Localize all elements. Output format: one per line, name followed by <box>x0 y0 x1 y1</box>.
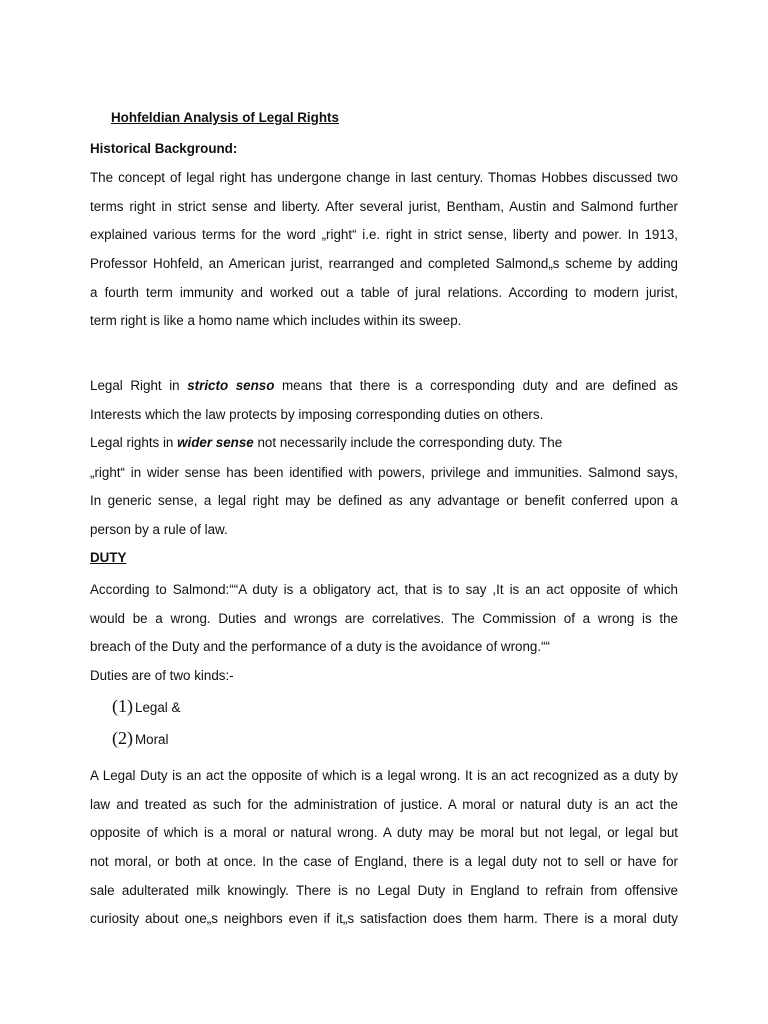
legal-right-text: Legal rights in <box>90 435 178 450</box>
legal-duty-paragraph-line: law and treated as such for the administration of justice. A moral or natural duty is an act the <box>90 797 678 812</box>
duty-heading: DUTY <box>90 550 127 565</box>
duty-paragraph-line: would be a wrong. Duties and wrongs are correlatives. The Commission of a wrong is the <box>90 611 678 626</box>
legal-right-line: „right“ in wider sense has been identified with powers, privilege and immunities. Salmond says, <box>90 465 678 480</box>
historical-paragraph-line: The concept of legal right has undergone change in last century. Thomas Hobbes discussed two <box>90 170 678 185</box>
legal-duty-paragraph-line: sale adulterated milk knowingly. There is no Legal Duty in England to refrain from offensive <box>90 883 678 898</box>
legal-right-line: person by a rule of law. <box>90 522 228 537</box>
legal-right-text: means that there is a corresponding duty and are defined as <box>274 378 679 393</box>
duty-kind-list-item <box>112 695 180 717</box>
historical-paragraph-line: Professor Hohfeld, an American jurist, rearranged and completed Salmond„s scheme by adding <box>90 256 678 271</box>
list-number: (2) <box>112 728 133 748</box>
historical-paragraph-line: explained various terms for the word „right“ i.e. right in strict sense, liberty and power. In 1913, <box>90 227 678 242</box>
list-label: Legal & <box>135 700 181 715</box>
historical-paragraph-line: term right is like a homo name which includes within its sweep. <box>90 313 462 328</box>
duty-paragraph-line: Duties are of two kinds:- <box>90 668 234 683</box>
legal-right-line: In generic sense, a legal right may be defined as any advantage or benefit conferred upon a <box>90 493 678 508</box>
stricto-senso-term: stricto senso <box>187 378 275 393</box>
legal-right-line <box>90 377 678 395</box>
legal-duty-paragraph-line: not moral, or both at once. In the case of England, there is a legal duty not to sell or have for <box>90 854 678 869</box>
duty-paragraph-line: According to Salmond:““A duty is a obligatory act, that is to say ,It is an act opposite of which <box>90 582 678 597</box>
historical-paragraph-line: terms right in strict sense and liberty. After several jurist, Bentham, Austin and Salmond further <box>90 199 678 214</box>
document-title: Hohfeldian Analysis of Legal Rights <box>111 110 339 125</box>
legal-right-line <box>90 434 678 452</box>
legal-duty-paragraph-line: curiosity about one„s neighbors even if it„s satisfaction does them harm. There is a moral duty <box>90 911 678 926</box>
legal-duty-paragraph-line: opposite of which is a moral or natural wrong. A duty may be moral but not legal, or legal but <box>90 825 678 840</box>
list-number: (1) <box>112 696 133 716</box>
historical-background-heading: Historical Background: <box>90 141 238 156</box>
wider-sense-term: wider sense <box>177 435 254 450</box>
legal-right-text: not necessarily include the corresponding duty. The <box>253 435 563 450</box>
legal-duty-paragraph-line: A Legal Duty is an act the opposite of which is a legal wrong. It is an act recognized as a duty by <box>90 768 678 783</box>
legal-right-text: Legal Right in <box>90 378 188 393</box>
list-label: Moral <box>135 732 169 747</box>
historical-paragraph-line: a fourth term immunity and worked out a table of jural relations. According to modern jurist, <box>90 285 678 300</box>
legal-right-line: Interests which the law protects by imposing corresponding duties on others. <box>90 407 544 422</box>
duty-paragraph-line: breach of the Duty and the performance of a duty is the avoidance of wrong.““ <box>90 639 551 654</box>
duty-kind-list-item <box>112 727 168 749</box>
